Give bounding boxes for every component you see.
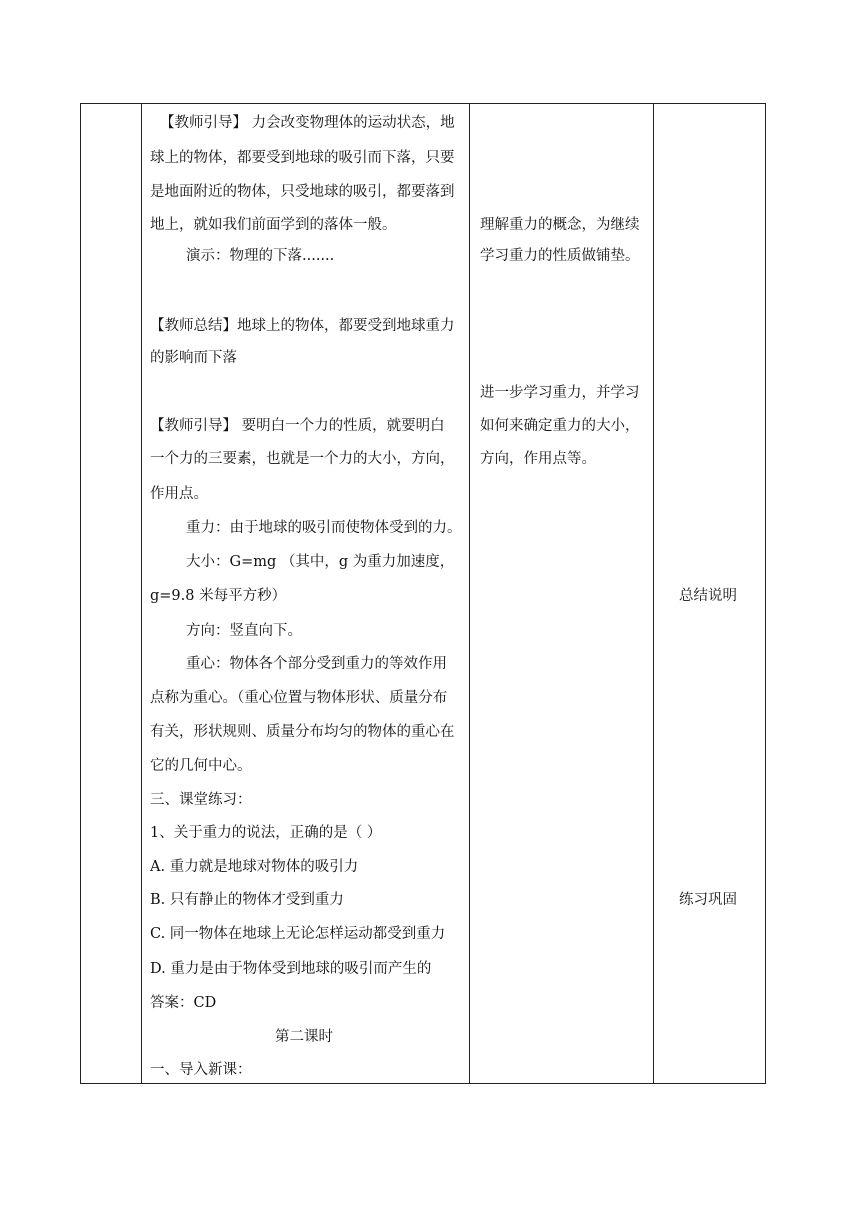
- content-line: 三、课堂练习：: [150, 792, 252, 808]
- table-column-divider: [653, 103, 654, 1084]
- content-line: A. 重力就是地球对物体的吸引力: [150, 859, 359, 875]
- purpose-line: 方向，作用点等。: [480, 451, 596, 467]
- purpose-line: 学习重力的性质做铺垫。: [480, 248, 640, 264]
- purpose-line: 如何来确定重力的大小，: [480, 418, 640, 434]
- content-line: 一个力的三要素，也就是一个力的大小，方向，: [150, 451, 455, 467]
- content-line: 一、导入新课：: [150, 1062, 252, 1078]
- content-line: D. 重力是由于物体受到地球的吸引而产生的: [150, 961, 432, 977]
- content-line: 它的几何中心。: [150, 758, 252, 774]
- content-line: 【教师引导】 要明白一个力的性质，就要明白: [150, 418, 445, 434]
- note-practice: 练习巩固: [679, 892, 737, 908]
- content-line: 大小：G=mg （其中，g 为重力加速度，: [186, 554, 455, 570]
- content-line: 点称为重心。（重心位置与物体形状、质量分布: [150, 690, 448, 706]
- content-line: C. 同一物体在地球上无论怎样运动都受到重力: [150, 926, 446, 942]
- content-line: 【教师引导】 力会改变物理体的运动状态，地: [160, 115, 455, 131]
- note-summary: 总结说明: [679, 588, 737, 604]
- content-line: 是地面附近的物体，只受地球的吸引，都要落到: [150, 184, 455, 200]
- table-column-divider: [469, 103, 470, 1084]
- content-line: 重心：物体各个部分受到重力的等效作用: [186, 656, 447, 672]
- purpose-line: 理解重力的概念，为继续: [480, 217, 640, 233]
- purpose-line: 进一步学习重力，并学习: [480, 385, 640, 401]
- content-line: 地上，就如我们前面学到的落体一般。: [150, 217, 397, 233]
- content-line: 球上的物体，都要受到地球的吸引而下落，只要: [150, 150, 455, 166]
- content-line: 重力：由于地球的吸引而使物体受到的力。: [186, 520, 462, 536]
- content-line: B. 只有静止的物体才受到重力: [150, 892, 344, 908]
- content-line: 作用点。: [150, 486, 208, 502]
- content-line: 方向：竖直向下。: [186, 623, 302, 639]
- table-column-divider: [141, 103, 142, 1084]
- content-line: 演示：物理的下落.......: [186, 248, 335, 264]
- content-line: 1、关于重力的说法，正确的是（ ）: [150, 825, 382, 841]
- content-line: 的影响而下落: [150, 350, 237, 366]
- content-line: 有关，形状规则、质量分布均匀的物体的重心在: [150, 724, 455, 740]
- content-line: 答案：CD: [150, 995, 217, 1011]
- section-heading: 第二课时: [275, 1029, 333, 1045]
- content-line: g=9.8 米每平方秒）: [150, 588, 287, 604]
- content-line: 【教师总结】地球上的物体，都要受到地球重力: [150, 318, 455, 334]
